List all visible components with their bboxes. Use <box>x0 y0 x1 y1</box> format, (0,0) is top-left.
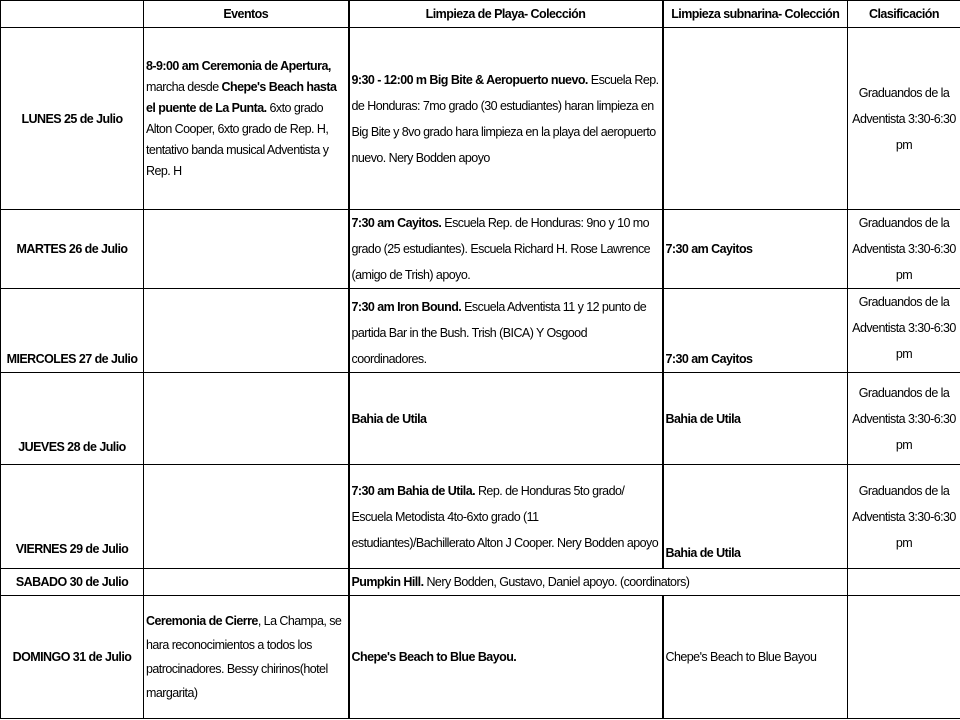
table-row <box>1 28 960 210</box>
submarina-bold: 7:30 am Cayitos <box>665 242 753 256</box>
clasificacion-cell: Graduandos de la Adventista 3:30-6:30 pm <box>848 28 960 210</box>
clasificacion-cell <box>848 569 960 596</box>
header-eventos: Eventos <box>144 1 349 28</box>
header-playa: Limpieza de Playa- Colección <box>349 1 663 28</box>
eventos-cell <box>144 210 349 289</box>
playa-cell <box>349 465 663 569</box>
table-row <box>1 569 960 596</box>
eventos-text: , La Champa, se hara reconocimientos a todos los patrocinadores. Bessy chirinos(hotel margarita) <box>146 614 342 700</box>
table-row <box>1 596 960 719</box>
eventos-cell <box>144 289 349 373</box>
submarina-cell: Chepe's Beach to Blue Bayou <box>663 596 848 719</box>
playa-text: Nery Bodden, Gustavo, Daniel apoyo. (coordinators) <box>423 575 690 589</box>
playa-bold: Chepe's Beach to Blue Bayou. <box>351 650 517 664</box>
eventos-cell <box>144 569 349 596</box>
clasificacion-cell: Graduandos de la Adventista 3:30-6:30 pm <box>848 373 960 465</box>
playa-bold: Bahia de Utila <box>351 411 427 426</box>
day-cell: SABADO 30 de Julio <box>1 569 144 596</box>
playa-bold: 7:30 am Cayitos. <box>351 216 442 230</box>
submarina-cell <box>663 28 848 210</box>
playa-cell <box>349 289 663 373</box>
eventos-cell <box>144 465 349 569</box>
playa-cell <box>349 210 663 289</box>
table-row <box>1 465 960 569</box>
playa-bold: 9:30 - 12:00 m Big Bite & Aeropuerto nuevo. <box>351 72 588 87</box>
day-cell: LUNES 25 de Julio <box>1 28 144 210</box>
clasificacion-cell <box>848 596 960 719</box>
playa-bold: 7:30 am Iron Bound. <box>351 300 462 314</box>
playa-cell <box>349 28 663 210</box>
table-row <box>1 289 960 373</box>
day-cell: DOMINGO 31 de Julio <box>1 596 144 719</box>
submarina-cell <box>663 210 848 289</box>
playa-text: Escuela Rep. de Honduras: 7mo grado (30 estudiantes) haran limpieza en Big Bite y 8vo grado hara limpieza en la playa del aeropuerto nuevo. Nery Bodden apoyo <box>351 72 659 165</box>
day-cell: MIERCOLES 27 de Julio <box>1 289 144 373</box>
header-day <box>1 1 144 28</box>
day-cell: VIERNES 29 de Julio <box>1 465 144 569</box>
header-clasificacion: Clasificación <box>848 1 960 28</box>
eventos-cell <box>144 373 349 465</box>
submarina-cell <box>663 373 848 465</box>
playa-cell <box>349 596 663 719</box>
submarina-bold: Bahia de Utila <box>665 411 741 426</box>
playa-text: Escuela Adventista 11 y 12 punto de partida Bar in the Bush. Trish (BICA) Y Osgood coordinadores. <box>351 300 647 366</box>
playa-text: Escuela Rep. de Honduras: 9no y 10 mo grado (25 estudiantes). Escuela Richard H. Rose Lawrence (amigo de Trish) apoyo. <box>351 216 651 282</box>
submarina-bold: Bahia de Utila <box>665 546 741 560</box>
clasificacion-cell: Graduandos de la Adventista 3:30-6:30 pm <box>848 465 960 569</box>
eventos-bold: Ceremonia de Cierre <box>146 614 258 628</box>
header-submarina: Limpieza subnarina- Colección <box>663 1 848 28</box>
clasificacion-cell: Graduandos de la Adventista 3:30-6:30 pm <box>848 210 960 289</box>
playa-text: Rep. de Honduras 5to grado/ Escuela Metodista 4to-6xto grado (11 estudiantes)/Bachillerato Alton J Cooper. Nery Bodden apoyo <box>351 483 659 550</box>
day-cell: MARTES 26 de Julio <box>1 210 144 289</box>
eventos-cell <box>144 596 349 719</box>
table-row <box>1 210 960 289</box>
header-row <box>1 1 960 28</box>
submarina-cell <box>663 465 848 569</box>
eventos-bold: 8-9:00 am Ceremonia de Apertura, <box>146 58 331 73</box>
submarina-cell <box>663 289 848 373</box>
eventos-text: marcha desde <box>146 79 222 94</box>
playa-bold: Pumpkin Hill. <box>351 575 424 589</box>
day-cell: JUEVES 28 de Julio <box>1 373 144 465</box>
eventos-bold-2: Chepe's Beach hasta el puente de La Punta. <box>146 79 337 115</box>
submarina-bold: 7:30 am Cayitos <box>665 352 753 366</box>
table-row <box>1 373 960 465</box>
eventos-text-2: 6xto grado Alton Cooper, 6xto grado de Rep. H, tentativo banda musical Adventista y Rep. H <box>146 100 329 178</box>
playa-cell <box>349 569 848 596</box>
playa-bold: 7:30 am Bahia de Utila. <box>351 483 476 498</box>
playa-cell <box>349 373 663 465</box>
eventos-cell <box>144 28 349 210</box>
clasificacion-cell: Graduandos de la Adventista 3:30-6:30 pm <box>848 289 960 373</box>
